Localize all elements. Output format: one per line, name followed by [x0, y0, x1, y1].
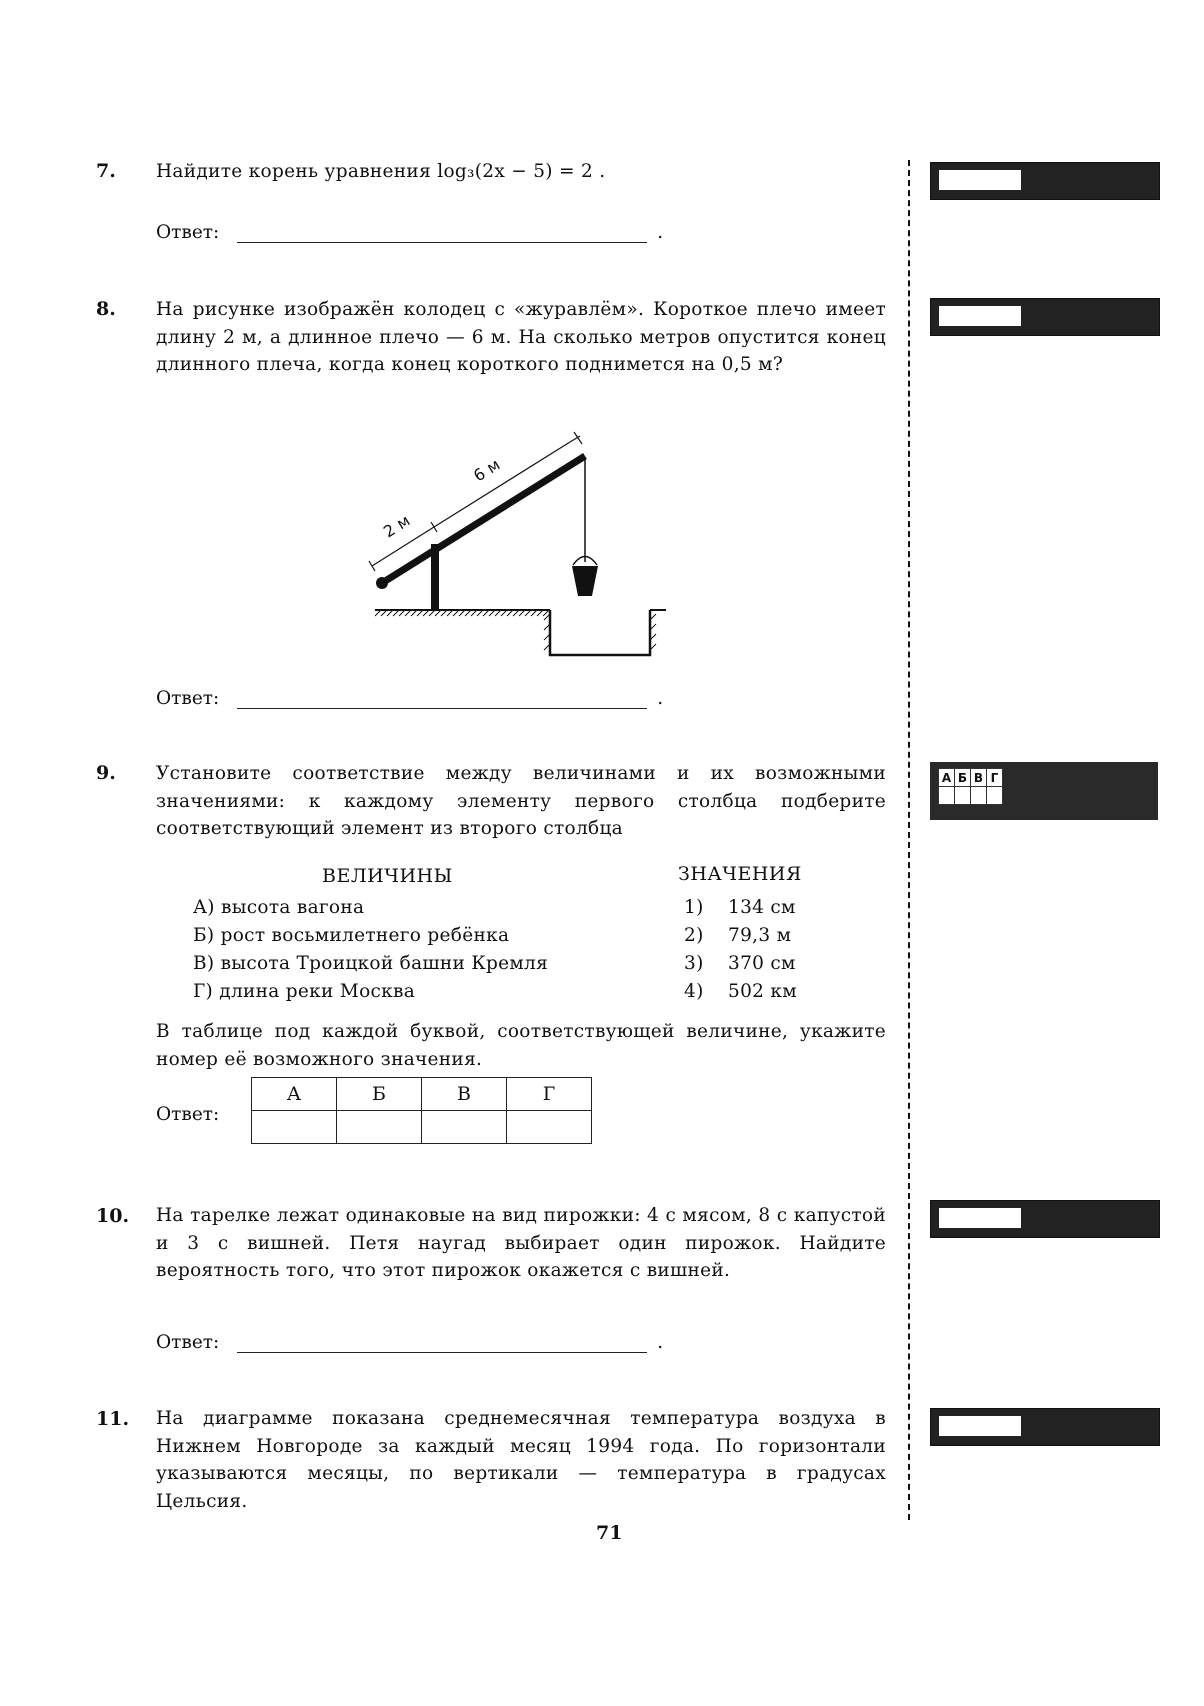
answer-end-dot: . — [657, 1332, 664, 1353]
question-number-10: 10. — [96, 1205, 130, 1227]
answer-code-field-8[interactable] — [939, 306, 1021, 326]
value-number: 2) — [684, 925, 704, 946]
margin-cell[interactable] — [971, 787, 987, 805]
question-9-instruction: В таблице под каждой буквой, соответствующей величине, укажите номер её возможного значения. — [156, 1021, 886, 1070]
well-crane-figure — [360, 420, 680, 660]
answer-table — [251, 1077, 592, 1144]
value-number: 1) — [684, 897, 704, 918]
answer-end-dot: . — [657, 222, 664, 243]
question-text-11: На диаграмме показана среднемесячная температура воздуха в Нижнем Новгороде за каждый месяц 1994 года. По горизонтали указываются месяцы, по вертикали — температура в градусах Цельсия. — [156, 1408, 886, 1512]
answer-label: Ответ: — [156, 688, 220, 709]
answer-line[interactable] — [237, 1334, 647, 1353]
short-arm-label: 2 м — [380, 510, 414, 542]
answer-label-9 — [156, 1104, 219, 1125]
answer-label: Ответ: — [156, 1332, 220, 1353]
margin-cell[interactable] — [939, 787, 955, 805]
answer-code-box-8 — [930, 298, 1160, 336]
answer-code-box-10 — [930, 1200, 1160, 1238]
quantity-item: Г) длина реки Москва — [193, 981, 416, 1002]
question-number-9: 9. — [96, 762, 116, 784]
answer-label: Ответ: — [156, 222, 220, 243]
question-number-11: 11. — [96, 1408, 130, 1430]
question-text-9: Установите соответствие между величинами и их возможными значениями: к каждому элементу первого столбца подберите соответствующий элемент из второго столбца — [156, 763, 886, 839]
question-text-8: На рисунке изображён колодец с «журавлём». Короткое плечо имеет длину 2 м, а длинное плечо — 6 м. На сколько метров опустится конец длинного плеча, когда конец короткого поднимется на 0,5 м? — [156, 299, 886, 375]
value-number: 4) — [684, 981, 704, 1002]
answer-line[interactable] — [237, 690, 647, 709]
quantity-item: В) высота Троицкой башни Кремля — [193, 953, 549, 974]
question-7-prompt: Найдите корень уравнения — [156, 161, 432, 182]
values-header: ЗНАЧЕНИЯ — [678, 863, 802, 885]
answer-row-7 — [156, 222, 663, 243]
answer-code-box-9 — [930, 762, 1158, 820]
value-item: 502 км — [728, 981, 797, 1002]
quantity-item: Б) рост восьмилетнего ребёнка — [193, 925, 510, 946]
page-number: 71 — [596, 1522, 623, 1544]
value-item: 79,3 м — [728, 925, 792, 946]
answer-code-field-7[interactable] — [939, 170, 1021, 190]
margin-letter-a: А — [939, 769, 955, 787]
question-text-7 — [156, 158, 886, 186]
answer-cell-v[interactable] — [422, 1111, 507, 1144]
quantity-item: А) высота вагона — [193, 897, 365, 918]
answer-row-8 — [156, 688, 663, 709]
answer-code-box-11 — [930, 1408, 1160, 1446]
long-arm-label: 6 м — [470, 454, 504, 486]
margin-cell[interactable] — [955, 787, 971, 805]
value-item: 134 см — [728, 897, 796, 918]
margin-cell[interactable] — [987, 787, 1003, 805]
margin-cut-line — [908, 160, 910, 1520]
table-header-b: Б — [337, 1078, 422, 1111]
answer-code-field-10[interactable] — [939, 1208, 1021, 1228]
value-item: 370 см — [728, 953, 796, 974]
quantities-header: ВЕЛИЧИНЫ — [322, 865, 453, 887]
answer-cell-b[interactable] — [337, 1111, 422, 1144]
table-header-v: В — [422, 1078, 507, 1111]
answer-label: Ответ: — [156, 1104, 220, 1125]
question-number-7: 7. — [96, 160, 116, 182]
table-header-g: Г — [507, 1078, 592, 1111]
margin-letter-g: Г — [987, 769, 1003, 787]
answer-row-10 — [156, 1332, 663, 1353]
answer-line[interactable] — [237, 224, 647, 243]
answer-code-box-7 — [930, 162, 1160, 200]
answer-code-field-11[interactable] — [939, 1416, 1021, 1436]
answer-cell-g[interactable] — [507, 1111, 592, 1144]
question-text-10: На тарелке лежат одинаковые на вид пирожки: 4 с мясом, 8 с капустой и 3 с вишней. Петя наугад выбирает один пирожок. Найдите вероятность того, что этот пирожок окажется с вишней. — [156, 1205, 886, 1281]
answer-cell-a[interactable] — [252, 1111, 337, 1144]
answer-end-dot: . — [657, 688, 664, 709]
margin-letter-b: Б — [955, 769, 971, 787]
table-header-a: А — [252, 1078, 337, 1111]
question-number-8: 8. — [96, 298, 116, 320]
margin-letter-v: В — [971, 769, 987, 787]
equation: log₃(2x − 5) = 2 . — [437, 161, 606, 182]
margin-letter-grid[interactable] — [938, 768, 1003, 805]
value-number: 3) — [684, 953, 704, 974]
